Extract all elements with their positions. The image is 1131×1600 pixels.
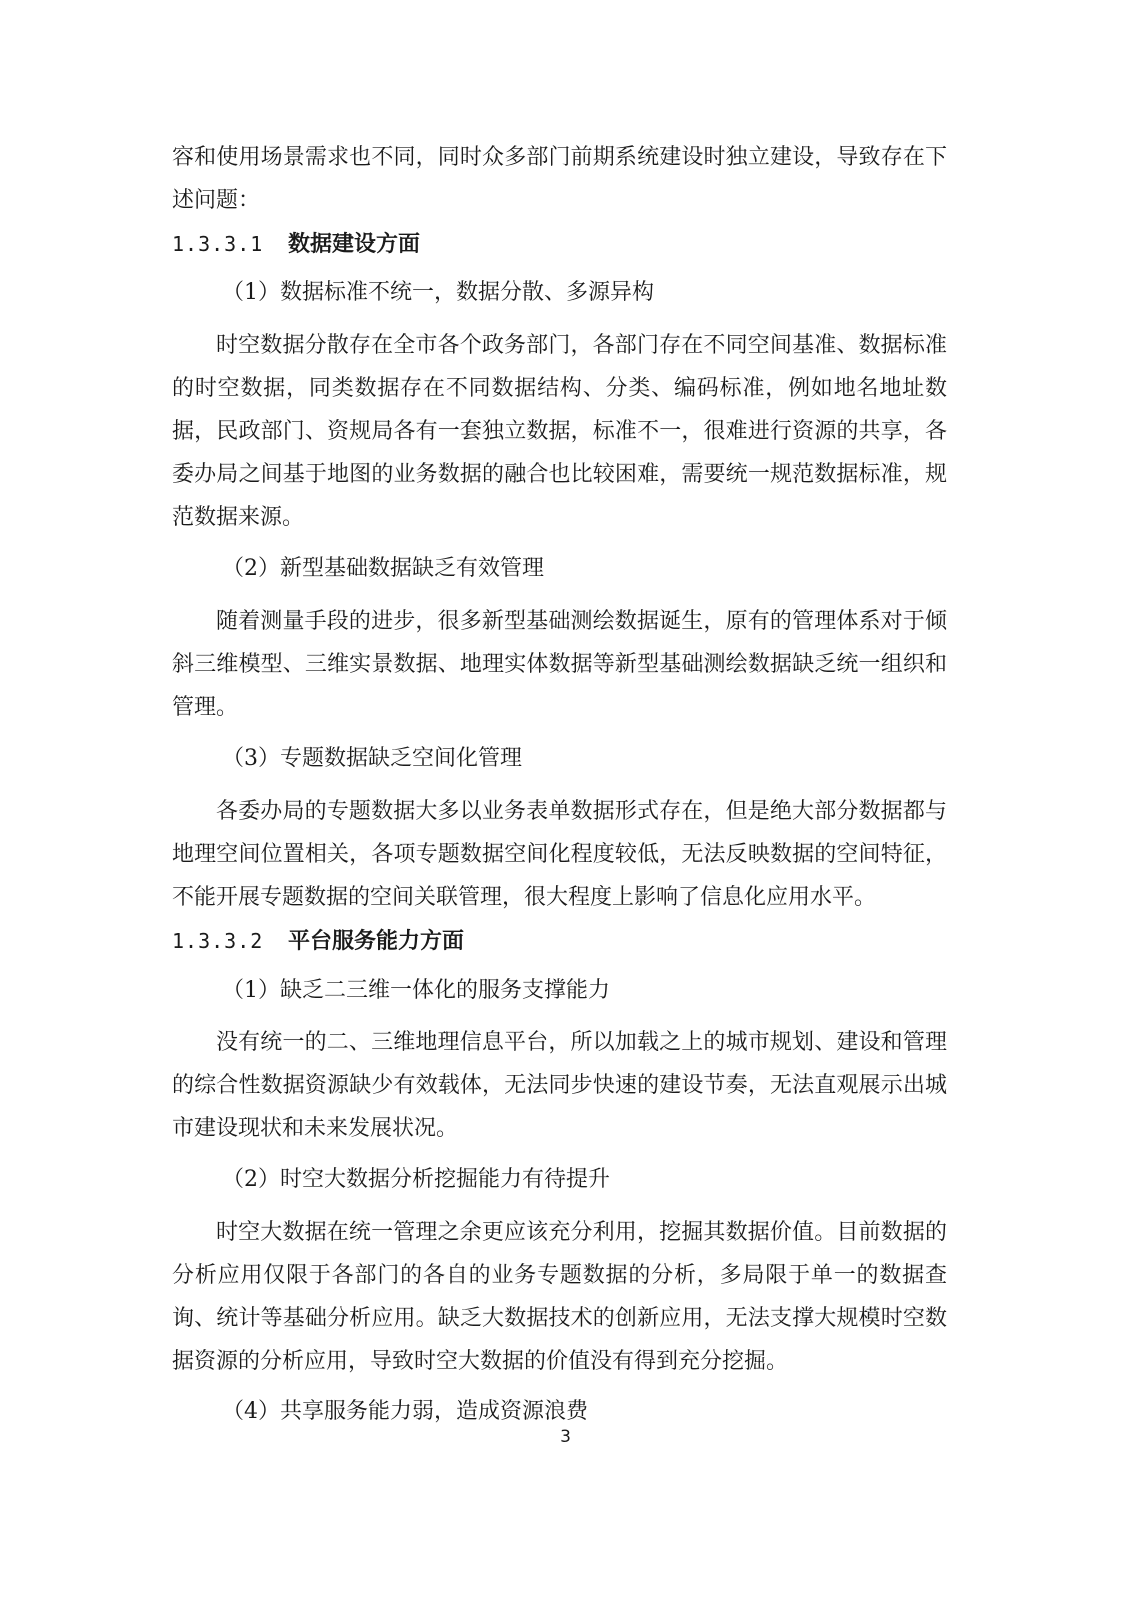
section-title: 平台服务能力方面 (288, 929, 465, 954)
item-label: （1）缺乏二三维一体化的服务支撑能力 (222, 978, 610, 1003)
item-label: （1）数据标准不统一，数据分散、多源异构 (222, 280, 654, 305)
section-title: 数据建设方面 (288, 232, 421, 257)
item-body: 时空数据分散存在全市各个政务部门，各部门存在不同空间基准、数据标准的时空数据，同类数据存在不同数据结构、分类、编码标准，例如地名地址数据，民政部门、资规局各有一套独立数据，标准不一，很难进行资源的共享，各委办局之间基于地图的业务数据的融合也比较困难，需要统一规范数据标准，规范数据来源。 (172, 333, 947, 530)
item-label: （4）共享服务能力弱，造成资源浪费 (222, 1399, 588, 1424)
section-number: 1.3.3.2 (172, 929, 264, 953)
section-heading (172, 223, 420, 266)
section-number: 1.3.3.1 (172, 232, 264, 256)
section-heading (172, 920, 464, 963)
item-body: 随着测量手段的进步，很多新型基础测绘数据诞生，原有的管理体系对于倾斜三维模型、三维实景数据、地理实体数据等新型基础测绘数据缺乏统一组织和管理。 (172, 609, 947, 720)
continuation-paragraph: 容和使用场景需求也不同，同时众多部门前期系统建设时独立建设，导致存在下述问题： (172, 145, 947, 213)
item-label: （2）时空大数据分析挖掘能力有待提升 (222, 1167, 610, 1192)
item-label: （3）专题数据缺乏空间化管理 (222, 746, 522, 771)
item-body: 没有统一的二、三维地理信息平台，所以加载之上的城市规划、建设和管理的综合性数据资源缺少有效载体，无法同步快速的建设节奏，无法直观展示出城市建设现状和未来发展状况。 (172, 1030, 947, 1141)
item-body: 各委办局的专题数据大多以业务表单数据形式存在，但是绝大部分数据都与地理空间位置相关，各项专题数据空间化程度较低，无法反映数据的空间特征，不能开展专题数据的空间关联管理，很大程度上影响了信息化应用水平。 (172, 799, 947, 910)
item-label: （2）新型基础数据缺乏有效管理 (222, 556, 544, 581)
item-body: 时空大数据在统一管理之余更应该充分利用，挖掘其数据价值。目前数据的分析应用仅限于各部门的各自的业务专题数据的分析，多局限于单一的数据查询、统计等基础分析应用。缺乏大数据技术的创新应用，无法支撑大规模时空数据资源的分析应用，导致时空大数据的价值没有得到充分挖掘。 (172, 1220, 947, 1374)
page-number: 3 (560, 1427, 571, 1447)
